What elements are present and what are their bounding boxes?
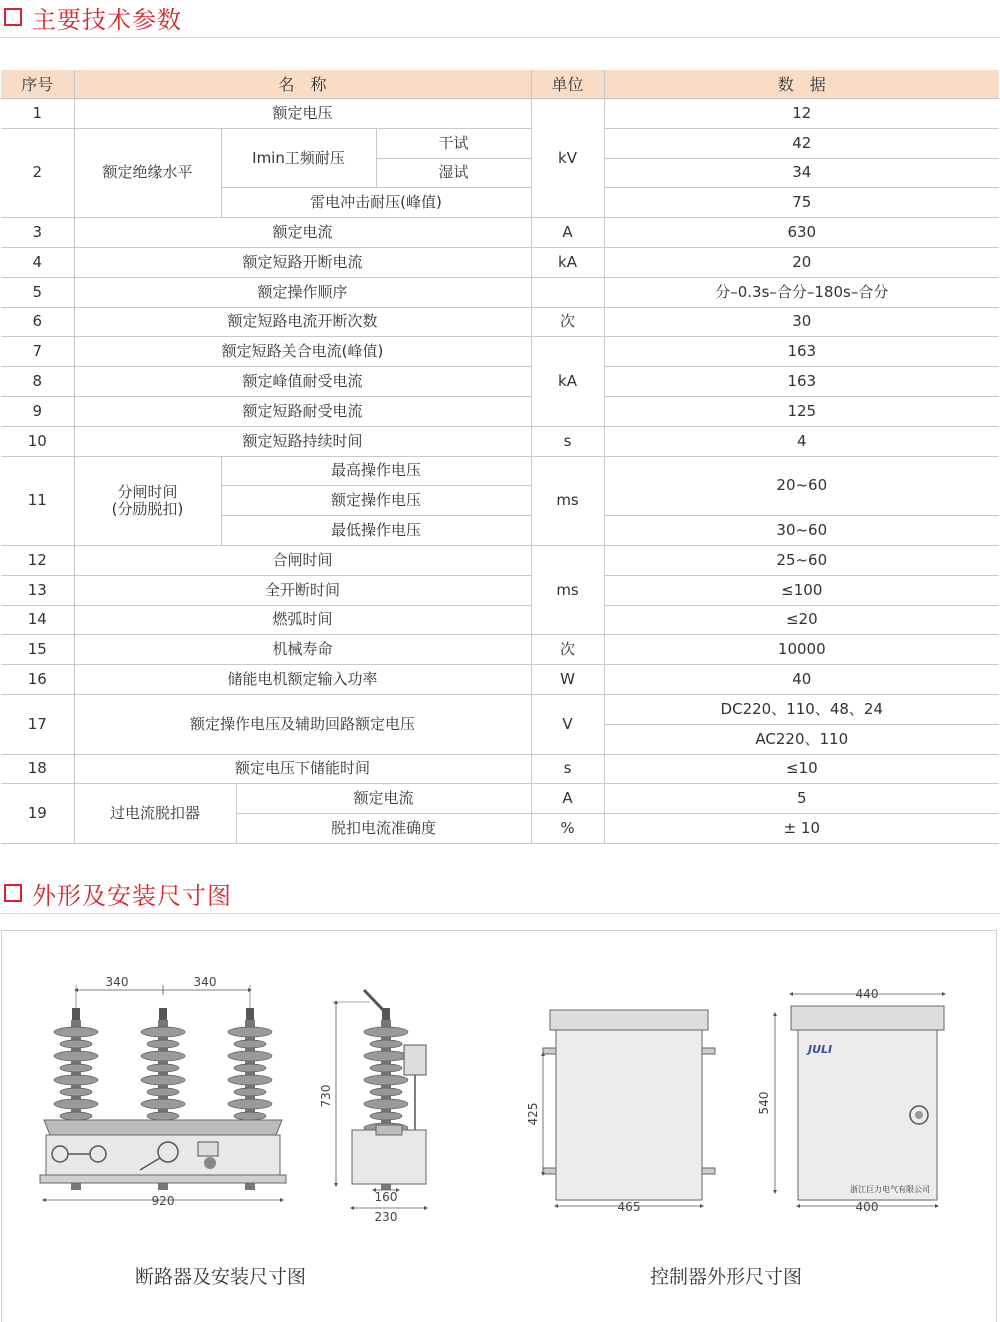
cell-value: ≤100 xyxy=(604,575,999,605)
cell-name: 储能电机额定输入功率 xyxy=(74,665,531,695)
table-row xyxy=(1,665,999,695)
cell-value: 30 xyxy=(604,307,999,337)
cell-unit: ms xyxy=(531,545,604,634)
cell-sub: 脱扣电流准确度 xyxy=(236,814,531,844)
cell-name: 机械寿命 xyxy=(74,635,531,665)
header-name: 名 称 xyxy=(74,70,531,99)
table-row xyxy=(1,784,999,814)
cell-dry: 干试 xyxy=(376,128,531,158)
dim-label: 340 xyxy=(105,975,129,989)
cell-value: 42 xyxy=(604,128,999,158)
cell-unit: kA xyxy=(531,337,604,426)
divider xyxy=(0,913,1000,914)
table-row xyxy=(1,337,999,367)
table-row xyxy=(1,456,999,486)
cell-seq: 17 xyxy=(1,694,74,754)
cell-name: 额定短路开断电流 xyxy=(74,247,531,277)
cell-unit: s xyxy=(531,754,604,784)
breaker-side-view xyxy=(319,990,426,1224)
cell-unit: A xyxy=(531,784,604,814)
table-row xyxy=(1,307,999,337)
header-seq: 序号 xyxy=(1,70,74,99)
table-row xyxy=(1,605,999,635)
dim-label: 400 xyxy=(855,1200,879,1214)
cell-seq: 15 xyxy=(1,635,74,665)
cell-seq: 7 xyxy=(1,337,74,367)
cell-seq: 6 xyxy=(1,307,74,337)
table-row xyxy=(1,218,999,248)
cell-seq: 10 xyxy=(1,426,74,456)
cell-seq: 8 xyxy=(1,367,74,397)
cell-seq: 4 xyxy=(1,247,74,277)
checkbox-square-icon xyxy=(4,8,22,26)
cell-unit: kA xyxy=(531,247,604,277)
checkbox-square-icon xyxy=(4,884,22,902)
cell-value: 30~60 xyxy=(604,516,999,546)
cell-sub: 额定电流 xyxy=(236,784,531,814)
cell-name: 额定短路持续时间 xyxy=(74,426,531,456)
cell-unit: V xyxy=(531,694,604,754)
cell-value: 5 xyxy=(604,784,999,814)
dim-label: 160 xyxy=(374,1190,398,1204)
cell-name: 额定短路关合电流(峰值) xyxy=(74,337,531,367)
table-row xyxy=(1,277,999,307)
cell-value: 分–0.3s–合分–180s–合分 xyxy=(604,277,999,307)
cell-seq: 14 xyxy=(1,605,74,635)
table-row xyxy=(1,545,999,575)
cell-seq: 9 xyxy=(1,396,74,426)
cell-impulse: 雷电冲击耐压(峰值) xyxy=(221,188,531,218)
cell-value: ≤20 xyxy=(604,605,999,635)
cell-value: 163 xyxy=(604,367,999,397)
section-header-specs xyxy=(0,0,182,34)
cell-unit: 次 xyxy=(531,635,604,665)
controller-front-view xyxy=(757,987,944,1214)
cell-unit: 次 xyxy=(531,307,604,337)
table-row xyxy=(1,575,999,605)
table-row xyxy=(1,754,999,784)
dim-label: 340 xyxy=(193,975,217,989)
cell-value: 20 xyxy=(604,247,999,277)
cell-seq: 1 xyxy=(1,99,74,129)
dim-label: 440 xyxy=(855,987,879,1001)
table-header-row xyxy=(1,70,999,99)
table-row xyxy=(1,247,999,277)
cell-seq: 3 xyxy=(1,218,74,248)
cell-unit: % xyxy=(531,814,604,844)
table-row xyxy=(1,128,999,158)
cell-value: 163 xyxy=(604,337,999,367)
brand-logo: JULI xyxy=(808,1043,833,1056)
section-title: 主要技术参数 xyxy=(32,5,182,34)
cell-value: 40 xyxy=(604,665,999,695)
caption-breaker: 断路器及安装尺寸图 xyxy=(135,1266,307,1288)
cell-value: ± 10 xyxy=(604,814,999,844)
cell-seq: 16 xyxy=(1,665,74,695)
cell-seq: 13 xyxy=(1,575,74,605)
cell-name: 额定操作电压及辅助回路额定电压 xyxy=(74,694,531,754)
cell-value: 12 xyxy=(604,99,999,129)
dim-label: 230 xyxy=(374,1210,398,1224)
cell-value: 20~60 xyxy=(604,456,999,516)
cell-name: 全开断时间 xyxy=(74,575,531,605)
header-unit: 单位 xyxy=(531,70,604,99)
cell-seq: 18 xyxy=(1,754,74,784)
dim-label: 540 xyxy=(757,1091,771,1115)
table-row xyxy=(1,694,999,724)
cell-sub: 最高操作电压 xyxy=(221,456,531,486)
cell-name: 燃弧时间 xyxy=(74,605,531,635)
cell-wet: 湿试 xyxy=(376,158,531,188)
cell-unit: W xyxy=(531,665,604,695)
cell-value: 10000 xyxy=(604,635,999,665)
cell-value: 75 xyxy=(604,188,999,218)
cell-value: 25~60 xyxy=(604,545,999,575)
dim-label: 730 xyxy=(319,1084,333,1108)
cell-sub: Imin工频耐压 xyxy=(221,128,376,188)
dim-label: 465 xyxy=(617,1200,641,1214)
cell-unit: ms xyxy=(531,456,604,545)
cell-sub: 最低操作电压 xyxy=(221,516,531,546)
divider xyxy=(0,37,1000,38)
table-row xyxy=(1,367,999,397)
cell-value: AC220、110 xyxy=(604,724,999,754)
cell-name: 额定短路耐受电流 xyxy=(74,396,531,426)
cell-value: 34 xyxy=(604,158,999,188)
cell-name: 额定峰值耐受电流 xyxy=(74,367,531,397)
maker-label: 浙江巨力电气有限公司 xyxy=(850,1185,930,1194)
cell-name: 额定短路电流开断次数 xyxy=(74,307,531,337)
cell-sub: 额定操作电压 xyxy=(221,486,531,516)
cell-unit: A xyxy=(531,218,604,248)
group-line: (分励脱扣) xyxy=(111,499,184,518)
cell-value: DC220、110、48、24 xyxy=(604,694,999,724)
cell-group xyxy=(74,456,221,545)
cell-seq: 2 xyxy=(1,128,74,217)
cell-group: 过电流脱扣器 xyxy=(74,784,236,844)
cell-value: 125 xyxy=(604,396,999,426)
cell-group: 额定绝缘水平 xyxy=(74,128,221,217)
cell-name: 额定电压 xyxy=(74,99,531,129)
header-data: 数 据 xyxy=(604,70,999,99)
cell-unit: kV xyxy=(531,99,604,218)
cell-seq: 12 xyxy=(1,545,74,575)
cell-value: ≤10 xyxy=(604,754,999,784)
controller-side-view xyxy=(526,1010,715,1214)
group-line: 分闸时间 xyxy=(117,482,178,501)
cell-name: 额定电压下储能时间 xyxy=(74,754,531,784)
cell-seq: 11 xyxy=(1,456,74,545)
cell-name: 额定操作顺序 xyxy=(74,277,531,307)
cell-value: 630 xyxy=(604,218,999,248)
section-title: 外形及安装尺寸图 xyxy=(32,881,232,910)
table-row xyxy=(1,426,999,456)
spec-table xyxy=(1,70,999,844)
caption-controller: 控制器外形尺寸图 xyxy=(650,1266,803,1288)
cell-seq: 5 xyxy=(1,277,74,307)
cell-unit: s xyxy=(531,426,604,456)
dim-label: 425 xyxy=(526,1102,540,1126)
table-row xyxy=(1,635,999,665)
table-row xyxy=(1,99,999,129)
section-header-dimensions xyxy=(0,876,232,910)
cell-name: 合闸时间 xyxy=(74,545,531,575)
breaker-front-view xyxy=(40,975,286,1208)
cell-unit xyxy=(531,277,604,307)
dim-label: 920 xyxy=(151,1194,175,1208)
table-row xyxy=(1,396,999,426)
cell-name: 额定电流 xyxy=(74,218,531,248)
cell-seq: 19 xyxy=(1,784,74,844)
cell-value: 4 xyxy=(604,426,999,456)
